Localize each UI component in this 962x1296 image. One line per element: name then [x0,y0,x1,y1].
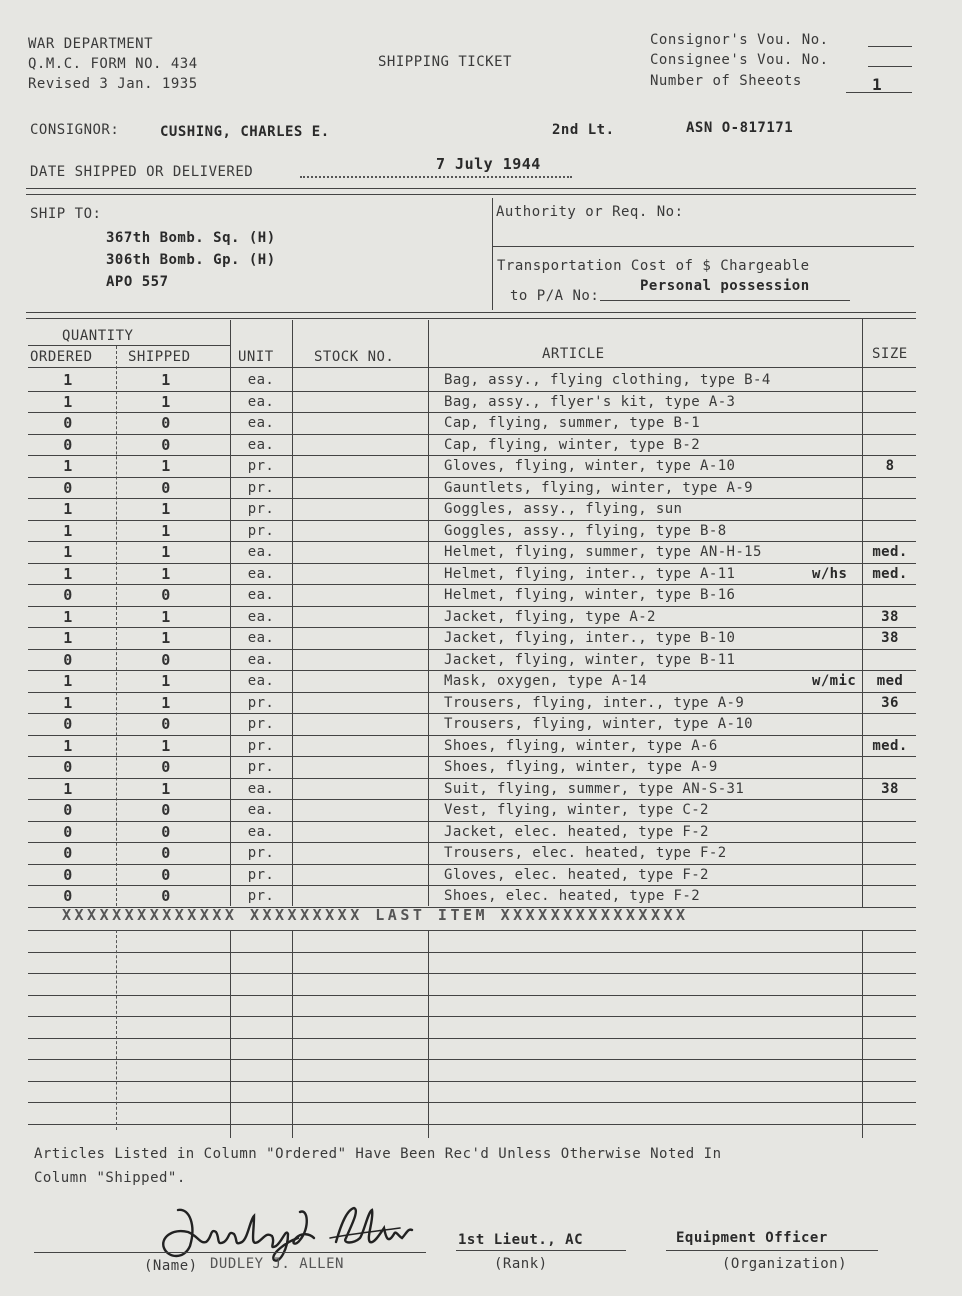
article-description: Goggles, assy., flying, type B-8 [444,522,727,539]
column-divider [428,320,429,906]
organization-line [666,1250,878,1251]
article-description: Gloves, flying, winter, type A-10 [444,458,736,474]
unit: pr. [247,888,275,904]
header-shipped: SHIPPED [128,349,191,365]
unit: ea. [247,823,275,840]
header-unit: UNIT [238,349,274,365]
quantity-ordered: 1 [63,736,73,755]
row-rule [28,864,916,865]
row-rule [28,692,916,693]
quantity-ordered: 1 [63,672,73,690]
form-title: SHIPPING TICKET [378,54,512,70]
signature-line [34,1252,426,1253]
quantity-ordered: 0 [63,758,73,776]
article-description: Suit, flying, summer, type AN-S-31 [444,780,745,797]
article-description: Helmet, flying, summer, type AN-H-15 [444,544,762,560]
quantity-shipped: 1 [161,629,171,647]
received-statement-cont: Column "Shipped". [34,1170,186,1186]
unit: ea. [247,436,275,453]
unit: ea. [247,780,275,797]
quantity-ordered: 1 [63,607,73,626]
quantity-shipped: 1 [161,543,171,561]
pa-number-value: Personal possession [640,278,810,294]
column-divider [116,346,117,906]
blank-row-rule [28,1102,916,1103]
column-divider [292,320,293,906]
quantity-ordered: 1 [63,392,73,411]
row-rule [28,713,916,714]
quantity-ordered: 1 [63,521,73,540]
article-description: Jacket, elec. heated, type F-2 [444,823,709,840]
quantity-shipped: 0 [161,586,171,604]
pa-number-label: to P/A No: [510,288,600,304]
row-rule [28,391,916,392]
rule [26,312,916,313]
unit: ea. [247,651,275,668]
consignor-label: CONSIGNOR: [30,122,120,138]
blank-row-rule [28,1124,916,1125]
article-description: Bag, assy., flying clothing, type B-4 [444,372,771,388]
date-shipped-leader [300,176,572,178]
row-rule [28,627,916,628]
quantity-ordered: 1 [63,500,73,518]
signer-organization: Equipment Officer [676,1230,828,1246]
consignee-voucher-label: Consignee's Vou. No. [650,52,829,68]
header-stock-no: STOCK NO. [314,349,395,365]
unit: ea. [247,802,275,818]
article-description: Gauntlets, flying, winter, type A-9 [444,479,754,496]
unit: ea. [247,630,275,646]
unit: pr. [247,694,275,711]
consignor-rank: 2nd Lt. [552,122,615,138]
unit: pr. [247,522,275,539]
row-rule [28,606,916,607]
row-rule [28,541,916,542]
blank-row-rule [28,1059,916,1060]
row-rule [28,885,916,886]
size-value: med. [872,565,908,582]
quantity-shipped: 0 [161,865,171,884]
quantity-ordered: 1 [63,371,73,389]
row-rule [28,670,916,671]
article-description: Jacket, flying, inter., type B-10 [444,630,736,646]
unit: ea. [247,565,275,582]
authority-label: Authority or Req. No: [496,204,684,220]
quantity-ordered: 1 [63,693,73,712]
quantity-shipped: 1 [161,607,171,626]
pa-number-blank [600,300,850,301]
quantity-shipped: 0 [161,650,171,669]
organization-caption: (Organization) [722,1256,848,1272]
quantity-shipped: 1 [161,521,171,540]
article-description: Shoes, flying, winter, type A-6 [444,737,718,754]
row-rule [28,735,916,736]
row-rule [28,563,916,564]
rule [26,194,916,195]
sheets-blank [846,92,912,93]
sheets-label: Number of Sheeots [650,73,802,89]
blank-row-rule [28,1081,916,1082]
row-rule [28,584,916,585]
last-item-marker: XXXXXXXXXXXXXX XXXXXXXXX LAST ITEM XXXXXXXXXXXXXXX [62,906,689,924]
unit: pr. [247,866,275,883]
column-divider [116,930,117,1130]
row-rule [28,412,916,413]
row-rule [28,756,916,757]
unit: pr. [247,716,275,732]
header-ordered: ORDERED [30,349,93,365]
article-description: Trousers, elec. heated, type F-2 [444,845,727,861]
blank-row-rule [28,995,916,996]
blank-row-rule [28,1038,916,1039]
signer-rank: 1st Lieut., AC [458,1232,584,1248]
ship-to-label: SHIP TO: [30,206,102,222]
unit: pr. [247,501,275,517]
unit: ea. [247,415,275,431]
article-description: Jacket, flying, type A-2 [444,608,656,625]
signer-typed-name: DUDLEY J. ALLEN [210,1256,344,1272]
quantity-shipped: 1 [161,672,171,690]
header-article: ARTICLE [542,346,605,362]
quantity-ordered: 1 [63,779,73,798]
article-description: Cap, flying, summer, type B-1 [444,415,701,431]
article-description: Trousers, flying, inter., type A-9 [444,694,745,711]
quantity-shipped: 1 [161,392,171,411]
blank-row-rule [28,930,916,931]
received-statement: Articles Listed in Column "Ordered" Have Been Rec'd Unless Otherwise Noted In [34,1146,722,1162]
name-caption: (Name) [144,1258,198,1274]
article-description: Shoes, elec. heated, type F-2 [444,888,701,904]
sheets-value: 1 [872,75,883,94]
article-description: Trousers, flying, winter, type A-10 [444,716,754,732]
article-description: Shoes, flying, winter, type A-9 [444,759,718,775]
unit: pr. [247,458,275,474]
unit: pr. [247,737,275,754]
quantity-shipped: 0 [161,887,171,905]
quantity-ordered: 1 [63,457,73,475]
quantity-shipped: 0 [161,801,171,819]
rank-caption: (Rank) [494,1256,548,1272]
blank-row-rule [28,973,916,974]
quantity-ordered: 1 [63,629,73,647]
size-value: 38 [881,780,899,797]
header-quantity: QUANTITY [62,328,134,344]
department-name: WAR DEPARTMENT [28,36,154,52]
quantity-shipped: 0 [161,435,171,454]
size-value: med. [872,737,908,754]
rank-line [456,1250,626,1251]
article-description: Gloves, elec. heated, type F-2 [444,866,709,883]
rule [26,188,916,189]
quantity-ordered: 0 [63,586,73,604]
row-rule [28,434,916,435]
rule [26,318,916,319]
article-note: w/hs [812,565,848,582]
size-value: med. [872,544,908,560]
rule [28,345,230,346]
ship-to-line-2: 306th Bomb. Gp. (H) [106,252,276,268]
unit: ea. [247,587,275,603]
article-description: Bag, assy., flyer's kit, type A-3 [444,393,736,410]
quantity-shipped: 0 [161,414,171,432]
quantity-shipped: 1 [161,779,171,798]
quantity-ordered: 0 [63,801,73,819]
quantity-ordered: 0 [63,844,73,862]
consignor-voucher-blank [868,46,912,47]
article-description: Cap, flying, winter, type B-2 [444,436,701,453]
quantity-shipped: 1 [161,693,171,712]
row-rule [28,799,916,800]
form-revised-date: Revised 3 Jan. 1935 [28,76,198,92]
quantity-shipped: 1 [161,736,171,755]
unit: pr. [247,759,275,775]
quantity-ordered: 0 [63,715,73,733]
unit: ea. [247,673,275,689]
quantity-shipped: 0 [161,758,171,776]
quantity-shipped: 1 [161,457,171,475]
rule [28,367,916,368]
header-size: SIZE [872,346,908,362]
article-description: Jacket, flying, winter, type B-11 [444,651,736,668]
quantity-shipped: 0 [161,844,171,862]
quantity-ordered: 1 [63,564,73,583]
transport-cost-line: Transportation Cost of $ Chargeable [497,258,810,274]
quantity-ordered: 0 [63,650,73,669]
consignor-name: CUSHING, CHARLES E. [160,124,330,140]
form-number: Q.M.C. FORM NO. 434 [28,56,198,72]
row-rule [28,842,916,843]
unit: ea. [247,608,275,625]
quantity-ordered: 0 [63,822,73,841]
authority-box-left [492,198,493,310]
ship-to-line-3: APO 557 [106,274,169,290]
consignor-voucher-label: Consignor's Vou. No. [650,32,829,48]
quantity-ordered: 0 [63,865,73,884]
quantity-shipped: 0 [161,822,171,841]
consignee-voucher-blank [868,66,912,67]
unit: ea. [247,393,275,410]
quantity-ordered: 0 [63,414,73,432]
column-divider [292,930,293,1138]
column-divider [230,320,231,906]
row-rule [28,498,916,499]
quantity-ordered: 0 [63,887,73,905]
quantity-shipped: 0 [161,715,171,733]
date-shipped-value: 7 July 1944 [436,155,541,173]
column-divider [428,930,429,1138]
unit: ea. [247,372,275,388]
quantity-shipped: 0 [161,478,171,497]
unit: pr. [247,845,275,861]
size-value: med [876,673,904,689]
ship-to-line-1: 367th Bomb. Sq. (H) [106,230,276,246]
row-rule [28,778,916,779]
column-divider [862,930,863,1138]
row-rule [28,520,916,521]
unit: pr. [247,479,275,496]
quantity-shipped: 1 [161,564,171,583]
article-description: Helmet, flying, winter, type B-16 [444,587,736,603]
quantity-shipped: 1 [161,371,171,389]
blank-row-rule [28,952,916,953]
size-value: 38 [881,608,899,625]
row-rule [28,649,916,650]
article-note: w/mic [812,673,857,689]
quantity-ordered: 0 [63,435,73,454]
article-description: Mask, oxygen, type A-14 [444,673,648,689]
unit: ea. [247,544,275,560]
quantity-shipped: 1 [161,500,171,518]
size-value: 38 [881,630,899,646]
size-value: 36 [881,694,899,711]
article-description: Vest, flying, winter, type C-2 [444,802,709,818]
quantity-ordered: 1 [63,543,73,561]
row-rule [28,455,916,456]
rule [492,246,914,247]
article-description: Goggles, assy., flying, sun [444,501,683,517]
row-rule [28,477,916,478]
quantity-ordered: 0 [63,478,73,497]
article-description: Helmet, flying, inter., type A-11 [444,565,736,582]
blank-row-rule [28,1016,916,1017]
date-shipped-label: DATE SHIPPED OR DELIVERED [30,164,254,180]
column-divider [230,930,231,1138]
size-value: 8 [885,458,895,474]
row-rule [28,821,916,822]
consignor-asn: ASN O-817171 [686,120,794,136]
